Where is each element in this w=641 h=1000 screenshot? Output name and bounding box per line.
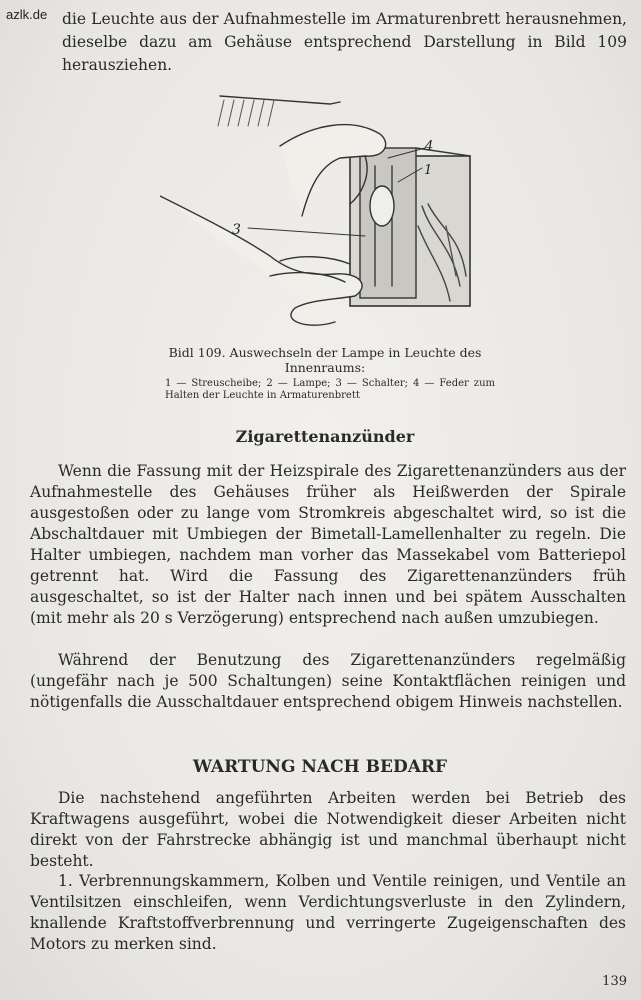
figure-109 bbox=[160, 86, 490, 344]
watermark: azlk.de bbox=[6, 7, 48, 22]
paragraph: Während der Benutzung des Zigarettenanzünders regelmäßig (ungefähr nach je 500 Schaltungen) seine Kontaktflächen reinigen und nötigenfalls die Ausschaltdauer entsprechend obigem Hinweis nachstellen. bbox=[30, 651, 626, 711]
figure-caption-legend: 1 — Streuscheibe; 2 — Lampe; 3 — Schalter; 4 — Feder zum Halten der Leuchte in Armaturenbrett bbox=[165, 378, 495, 401]
paragraph: Die nachstehend angeführten Arbeiten werden bei Betrieb des Kraftwagens ausgeführt, wobei die Notwendigkeit dieser Arbeiten nicht direkt von der Fahrstrecke abhängig ist und manchmal überhaupt nicht besteht. bbox=[30, 789, 626, 870]
figure-caption-title: Bidl 109. Auswechseln der Lampe in Leuchte des Innenraums: bbox=[168, 345, 482, 375]
page-number: 139 bbox=[602, 974, 627, 989]
intro-paragraph: die Leuchte aus der Aufnahmestelle im Armaturenbrett herausnehmen, dieselbe dazu am Gehäuse entsprechend Darstellung in Bild 109 herausziehen. bbox=[62, 10, 627, 74]
callout-1: 1 bbox=[424, 163, 433, 178]
callout-3: 3 bbox=[232, 222, 241, 238]
callout-4: 4 bbox=[425, 139, 434, 154]
section-heading-wartung: WARTUNG NACH BEDARF bbox=[192, 757, 448, 777]
section-heading-zigarettenanzuender: Zigarettenanzünder bbox=[235, 427, 415, 446]
lamp-replacement-illustration bbox=[160, 86, 490, 344]
paragraph: 1. Verbrennungskammern, Kolben und Ventile reinigen, und Ventile an Ventilsitzen einschleifen, wenn Verdichtungsverluste in den Zylindern, knallende Kraftstoffverbrennung und verringerte Zugeigenschaften des Motors zu merken sind. bbox=[30, 872, 626, 953]
paragraph: Wenn die Fassung mit der Heizspirale des Zigarettenanzünders aus der Aufnahmestelle des Gehäuses früher als Heißwerden der Spirale ausgestoßen oder zu lange vom Stromkreis abgeschaltet wird, so ist die Abschaltdauer mit Umbiegen der Bimetall-Lamellenhalter zu regeln. Die Halter umbiegen, nachdem man vorher das Massekabel vom Batteriepol getrennt hat. Wird die Fassung des Zigarettenanzünders früh ausgeschaltet, so ist der Halter nach innen und bei spätem Ausschalten (mit mehr als 20 s Verzögerung) entsprechend nach außen umzubiegen. bbox=[30, 462, 626, 627]
